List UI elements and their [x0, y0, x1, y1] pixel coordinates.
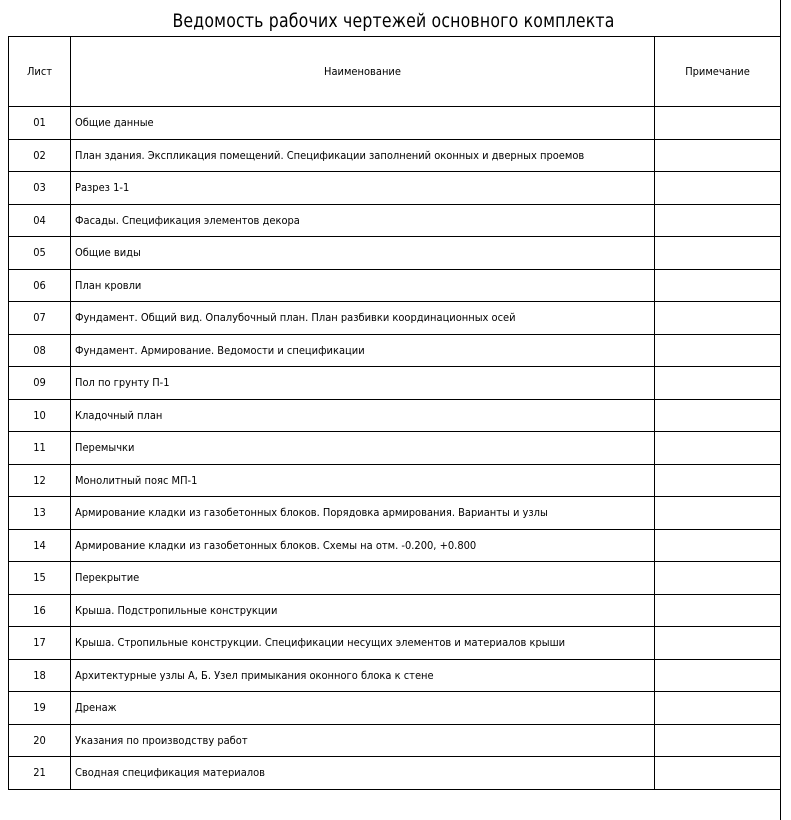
sheet-number-cell: 12	[9, 464, 71, 497]
sheet-note-cell	[655, 432, 781, 465]
sheet-note-cell	[655, 399, 781, 432]
sheet-name-cell: Фундамент. Общий вид. Опалубочный план. План разбивки координационных осей	[71, 302, 655, 335]
sheet-number-cell: 17	[9, 627, 71, 660]
sheet-note-cell	[655, 562, 781, 595]
table-row	[9, 724, 781, 757]
sheet-note-cell	[655, 269, 781, 302]
sheet-name-cell: Общие данные	[71, 107, 655, 140]
sheet-number-cell: 07	[9, 302, 71, 335]
table-row	[9, 757, 781, 790]
table-row	[9, 367, 781, 400]
sheet-name-cell: Перекрытие	[71, 562, 655, 595]
sheet-note-cell	[655, 659, 781, 692]
sheet-name-cell: Общие виды	[71, 237, 655, 270]
sheet-number-cell: 16	[9, 594, 71, 627]
sheet-number-cell: 08	[9, 334, 71, 367]
table-row	[9, 399, 781, 432]
sheet-name-cell: План кровли	[71, 269, 655, 302]
sheet-note-cell	[655, 627, 781, 660]
table-row	[9, 659, 781, 692]
table-row	[9, 497, 781, 530]
sheet-number-cell: 04	[9, 204, 71, 237]
sheet-number-cell: 02	[9, 139, 71, 172]
table-row	[9, 562, 781, 595]
table-row	[9, 237, 781, 270]
sheet-number-cell: 05	[9, 237, 71, 270]
table-row	[9, 594, 781, 627]
table-row	[9, 107, 781, 140]
sheet-note-cell	[655, 757, 781, 790]
sheet-name-cell: План здания. Экспликация помещений. Спецификации заполнений оконных и дверных проемов	[71, 139, 655, 172]
table-row	[9, 204, 781, 237]
table-row	[9, 269, 781, 302]
sheet-note-cell	[655, 172, 781, 205]
table-row	[9, 139, 781, 172]
table-row	[9, 172, 781, 205]
sheet-name-cell: Крыша. Стропильные конструкции. Спецификации несущих элементов и материалов крыши	[71, 627, 655, 660]
sheet-name-cell: Перемычки	[71, 432, 655, 465]
sheet-number-cell: 11	[9, 432, 71, 465]
sheet-name-cell: Монолитный пояс МП-1	[71, 464, 655, 497]
table-row	[9, 464, 781, 497]
sheet-number-cell: 10	[9, 399, 71, 432]
sheet-note-cell	[655, 724, 781, 757]
header-note: Примечание	[655, 37, 781, 107]
sheet-note-cell	[655, 237, 781, 270]
sheet-name-cell: Архитектурные узлы А, Б. Узел примыкания оконного блока к стене	[71, 659, 655, 692]
sheet-note-cell	[655, 204, 781, 237]
sheet-number-cell: 13	[9, 497, 71, 530]
sheet-note-cell	[655, 464, 781, 497]
header-sheet: Лист	[9, 37, 71, 107]
sheet-name-cell: Пол по грунту П-1	[71, 367, 655, 400]
sheet-number-cell: 14	[9, 529, 71, 562]
document-title: Ведомость рабочих чертежей основного комплекта	[172, 10, 615, 32]
sheet-number-cell: 06	[9, 269, 71, 302]
sheet-number-cell: 15	[9, 562, 71, 595]
sheet-number-cell: 09	[9, 367, 71, 400]
table-row	[9, 529, 781, 562]
sheet-note-cell	[655, 302, 781, 335]
sheet-note-cell	[655, 497, 781, 530]
table-row	[9, 627, 781, 660]
sheet-name-cell: Фасады. Спецификация элементов декора	[71, 204, 655, 237]
sheet-note-cell	[655, 334, 781, 367]
sheet-number-cell: 20	[9, 724, 71, 757]
table-body	[9, 107, 781, 790]
sheet-note-cell	[655, 107, 781, 140]
sheet-note-cell	[655, 139, 781, 172]
sheet-number-cell: 19	[9, 692, 71, 725]
sheet-number-cell: 21	[9, 757, 71, 790]
sheet-note-cell	[655, 594, 781, 627]
sheet-name-cell: Армирование кладки из газобетонных блоков. Схемы на отм. -0.200, +0.800	[71, 529, 655, 562]
table-header-row	[9, 37, 781, 107]
sheet-name-cell: Армирование кладки из газобетонных блоков. Порядовка армирования. Варианты и узлы	[71, 497, 655, 530]
sheet-note-cell	[655, 367, 781, 400]
table-row	[9, 302, 781, 335]
table-row	[9, 692, 781, 725]
sheet-name-cell: Указания по производству работ	[71, 724, 655, 757]
table-row	[9, 334, 781, 367]
sheet-name-cell: Сводная спецификация материалов	[71, 757, 655, 790]
sheet-name-cell: Фундамент. Армирование. Ведомости и спецификации	[71, 334, 655, 367]
sheet-name-cell: Кладочный план	[71, 399, 655, 432]
sheet-name-cell: Крыша. Подстропильные конструкции	[71, 594, 655, 627]
sheet-name-cell: Дренаж	[71, 692, 655, 725]
sheet-note-cell	[655, 529, 781, 562]
drawings-register-table	[8, 36, 781, 790]
sheet-name-cell: Разрез 1-1	[71, 172, 655, 205]
table-row	[9, 432, 781, 465]
sheet-number-cell: 01	[9, 107, 71, 140]
header-name: Наименование	[71, 37, 655, 107]
sheet-number-cell: 03	[9, 172, 71, 205]
sheet-number-cell: 18	[9, 659, 71, 692]
sheet-note-cell	[655, 692, 781, 725]
